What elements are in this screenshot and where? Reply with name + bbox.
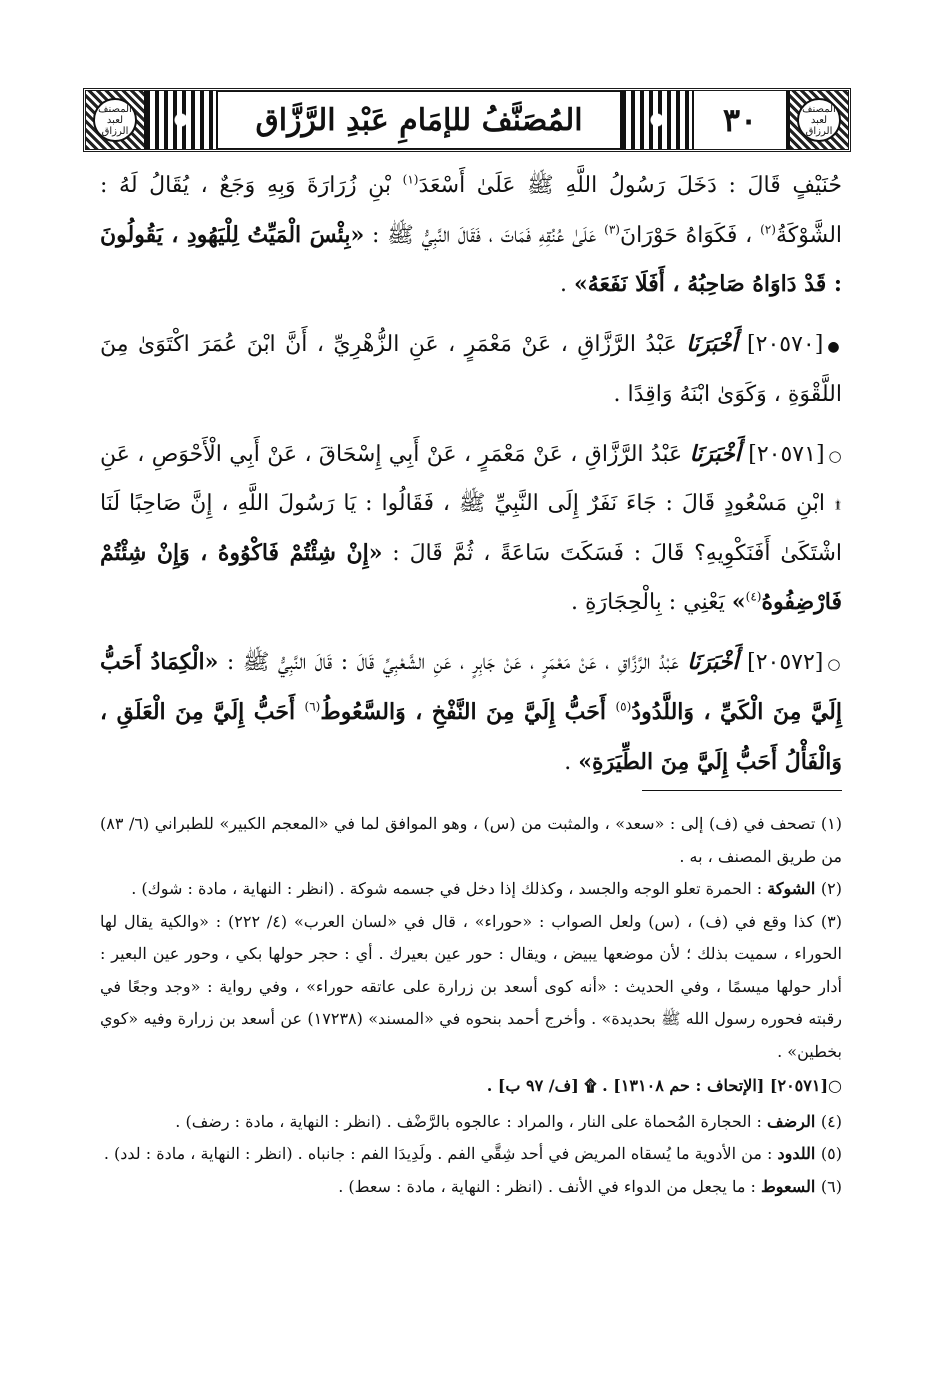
footnote-4 xyxy=(100,1106,842,1139)
footnote-keyword: الرضف xyxy=(767,1111,821,1131)
hadith-number: [٢٠٥٧٠] xyxy=(747,331,824,357)
circle-marker-icon: ○ xyxy=(828,446,843,465)
akhbarana-word: أَخْبَرَنَا xyxy=(689,440,741,467)
text-run: عَبْدُ الرَّزَّاقِ ، عَنْ مَعْمَرٍ ، عَنْ أَبِي إِسْحَاقَ ، عَنْ أَبِي الْأَحْوَصِ ، عَنِ ۩ ابْنِ مَسْعُودٍ قَالَ : جَاءَ نَفَرٌ إِلَى النَّبِيِّ ﷺ ، فَقَالُوا : يَا رَسُولَ اللَّهِ ، إِنَّ صَاحِبًا لَنَا اشْتَكَىٰ أَفَنَكْوِيهِ؟ قَالَ : فَسَكَتَ سَاعَةً ، ثُمَّ قَالَ : xyxy=(100,441,842,566)
footnote-number: (٢) xyxy=(820,879,842,898)
footnote-ref-4[interactable]: (٤) xyxy=(745,589,762,604)
footnote-text: : الحجارة المُحماة على النار ، والمراد : عالجوه بالرَّضْف . (انظر : النهاية ، مادة : رضف) . xyxy=(175,1111,768,1131)
ornament-right xyxy=(620,91,692,149)
footnote-number: (٣) xyxy=(820,911,842,931)
footnote-2 xyxy=(100,873,842,906)
footnote-ref-2[interactable]: (٢) xyxy=(760,222,776,237)
filled-bullet-icon: ● xyxy=(827,338,843,355)
footnote-ref-3[interactable]: (٣) xyxy=(604,222,620,237)
hadith-quote: أَحَبُّ إِلَيَّ مِنَ النَّفْخِ ، وَالسَّعُوطُ xyxy=(320,699,616,725)
seal-right xyxy=(788,91,848,149)
text-run: حُنَيْفٍ قَالَ : دَخَلَ رَسُولُ اللَّهِ ﷺ عَلَىٰ أَسْعَدَ xyxy=(418,173,842,198)
footnote-keyword: السعوط xyxy=(760,1176,821,1196)
footnote-number: (٤) xyxy=(820,1111,842,1131)
text-run: بْنِ زُرَارَةَ وَبِهِ وَجَعٌ ، يُقَالُ لَهُ : الشَّوْكَةُ xyxy=(100,173,843,248)
hadith-quote: «بِئْسَ الْمَيِّتُ لِلْيَهُودِ ، يَقُولُونَ : قَدْ دَاوَاهُ صَاحِبُهُ ، أَفَلَا نَفَعَهُ» xyxy=(100,221,842,297)
text-run: يَعْنِي : بِالْحِجَارَةِ . xyxy=(571,590,732,615)
text-run: ، فَكَوَاهُ حَوْرَانَ xyxy=(619,222,761,248)
footnote-5 xyxy=(100,1138,842,1171)
hadith-20570 xyxy=(100,320,842,420)
seal-left-text: المصنف لعبد الرزاق xyxy=(93,98,137,142)
hadith-quote: «إِنْ شِئْتُمْ فَاكْوُوهُ ، وَإِنْ شِئْتُمْ فَارْضِفُوهُ xyxy=(100,539,842,615)
footnote-keyword: الشوكة xyxy=(767,879,821,898)
hadith-number: [٢٠٥٧١] xyxy=(748,441,825,467)
footnote-ref-6[interactable]: (٦) xyxy=(304,699,321,714)
text-run: . xyxy=(564,749,579,775)
footnote-6 xyxy=(100,1171,842,1204)
hadith-20571 xyxy=(100,430,842,628)
footnote-divider xyxy=(642,790,842,791)
footnote-text: : من الأدوية ما يُسقاه المريض في أحد شِقَّي الفم . ولَدِيدَا الفم : جانباه . (انظر : النهاية ، مادة : لدد) . xyxy=(103,1144,778,1163)
main-text xyxy=(100,162,842,797)
footnote-number: (٦) xyxy=(820,1176,842,1196)
text-run: عَبْدُ الرَّزَّاقِ ، عَنْ مَعْمَرٍ ، عَنِ الزُّهْرِيِّ ، أَنَّ ابْنَ عُمَرَ اكْتَوَىٰ مِنَ اللَّقْوَةِ ، وَكَوَىٰ ابْنَهُ وَاقِدًا . xyxy=(100,331,842,407)
source-reference xyxy=(100,1070,842,1103)
footnote-text: تصحف في (ف) إلى : «سعد» ، والمثبت من (س) ، وهو الموافق لما في «المعجم الكبير» للطبراني (٦/ ٨٣) من طريق المصنف ، به . xyxy=(100,814,842,866)
footnote-text: : ما يجعل من الدواء في الأنف . (انظر : النهاية ، مادة : سعط) . xyxy=(338,1176,761,1196)
text-run: عَلَىٰ عُنُقِهِ فَمَاتَ ، فَقَالَ النَّبِيُّ ﷺ : xyxy=(364,222,605,248)
akhbarana-word: أَخْبَرَنَا xyxy=(687,648,739,675)
footnote-1 xyxy=(100,808,842,873)
hadith-quote: أَحَبُّ إِلَيَّ مِنَ الْعَلَقِ ، وَالْفَأْلُ أَحَبُّ إِلَيَّ مِنَ الطِّيَرَةِ» xyxy=(100,699,842,775)
footnote-number: (٥) xyxy=(820,1144,842,1163)
quote-close: » xyxy=(731,589,746,615)
hadith-20572 xyxy=(100,638,842,788)
circle-marker-icon: ○ xyxy=(828,1076,842,1095)
seal-left xyxy=(86,91,146,149)
footnote-3 xyxy=(100,906,842,1069)
hadith-number: [٢٠٥٧٢] xyxy=(747,649,824,675)
paragraph-1 xyxy=(100,162,842,310)
footnote-keyword: اللدود xyxy=(777,1144,821,1163)
akhbarana-word: أَخْبَرَنَا xyxy=(686,330,738,357)
seal-right-text: المصنف لعبد الرزاق xyxy=(797,98,841,142)
page-header xyxy=(83,88,851,152)
footnote-text: كذا وقع في (ف) ، (س) ولعل الصواب : «حوراء» ، قال في «لسان العرب» (٤/ ٢٢٢) : «والكية يقال لها الحوراء ، سميت بذلك ؛ لأن موضعها يبيض ، ويقال : حور عين بعيرك . أي : حجر حولها بكي ، وحور عين البعير : أدار حولها ميسمًا ، وفي الحديث : «أنه كوى أسعد بن زرارة على عاتقه حوراء» ، وفي رواية : «وجد وجعًا في رقبته فحوره رسول الله ﷺ بحديدة» . وأخرج أحمد بنحوه في «المسند» (١٧٢٣٨) عن أسعد بن زرارة وفيه «كوي بخطين» . xyxy=(100,911,842,1061)
reference-text: [٢٠٥٧١] [الإتحاف : حم ١٣١٠٨] . ۩ [ف/ ٩٧ ب] . xyxy=(486,1076,829,1095)
footnote-text: : الحمرة تعلو الوجه والجسد ، وكذلك إذا دخل في جسمه شوكة . (انظر : النهاية ، مادة : شوك) . xyxy=(131,879,768,898)
page-number: ٣٠ xyxy=(692,91,788,149)
footnote-ref-5[interactable]: (٥) xyxy=(615,699,632,714)
footnote-number: (١) xyxy=(820,814,842,833)
footnotes xyxy=(100,808,842,1203)
hadith-quote: «الْكِمَادُ أَحَبُّ إِلَيَّ مِنَ الْكَيِّ ، وَاللَّدُودُ xyxy=(100,648,842,725)
book-title: المُصَنَّفُ للإمَامِ عَبْدِ الرَّزَّاق xyxy=(218,91,620,149)
ornament-left xyxy=(146,91,218,149)
circle-marker-icon: ○ xyxy=(827,654,842,673)
text-run: . xyxy=(560,272,574,297)
text-run: عَبْدُ الرَّزَّاقِ ، عَنْ مَعْمَرٍ ، عَنْ جَابِرٍ ، عَنِ الشَّعْبِيِّ قَالَ : قَالَ النَّبِيُّ ﷺ : xyxy=(218,649,688,675)
footnote-ref-1[interactable]: (١) xyxy=(402,172,419,187)
